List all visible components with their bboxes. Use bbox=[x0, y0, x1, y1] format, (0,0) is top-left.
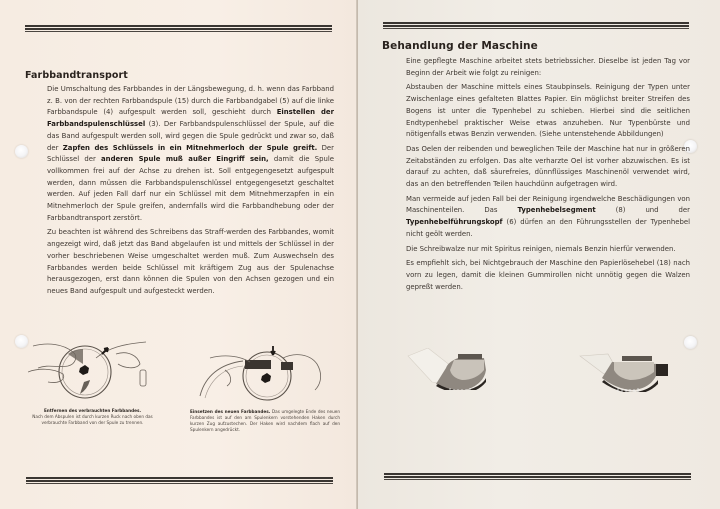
text-run: Man vermeide auf jeden Fall bei der Reinigung irgendwelche Beschädigungen von Maschinenteilen. Das bbox=[406, 194, 690, 215]
text-run: Der Schlüssel der bbox=[47, 143, 334, 164]
caption-insert-ribbon bbox=[190, 409, 340, 433]
bold-text-run: Typenhebelführungskopf bbox=[406, 218, 503, 227]
right-body-text bbox=[406, 56, 690, 296]
paragraph: Es empfiehlt sich, bei Nichtgebrauch der Maschine den Papierlösehebel (18) nach vorn zu legen, damit die kleinen Gummirollen nicht unnötig gegen die Walzen gepreßt werden. bbox=[406, 259, 690, 291]
text-run: (8) und der bbox=[595, 206, 690, 215]
bold-text-run: Zapfen des Schlüssels in ein Mitnehmerloch der Spule greift. bbox=[62, 143, 318, 152]
photo-cleaning-typebars-brush bbox=[578, 352, 673, 392]
caption-title: Einsetzen des neuen Farbbandes. bbox=[190, 409, 271, 414]
paragraph: Zu beachten ist während des Schreibens das Straff-werden des Farbbandes, womit angezeigt wird, daß jetzt das Band abgelaufen ist und mittels der Schlüssel in der vorher beschriebenen Weise umgeschaltet werden muß. Zum Auswechseln des Farbbandes werden beide Schlüssel mit kräftigem Zug aus der Spulenachse herausgezogen, erst dann können die Spulen von den Achsen gezogen und ein neues Band aufgespult und aufgesteckt werden. bbox=[47, 228, 334, 295]
text-run: (3). Der Farbbandspulenschlüssel der Spule, auf die das Band aufgespult werden soll, wird gegen die Spule gedrückt und zwar so, daß der bbox=[47, 120, 334, 152]
bold-text-run: Typenhebelsegment bbox=[517, 206, 596, 215]
illustration-insert-ribbon bbox=[195, 346, 330, 406]
section-heading-behandlung: Behandlung der Maschine bbox=[382, 40, 538, 52]
paragraph bbox=[47, 84, 334, 224]
punch-hole bbox=[15, 145, 28, 158]
paragraph: Das Oelen der reibenden und beweglichen Teile der Maschine hat nur in größeren Zeitabständen zu erfolgen. Das alte verharzte Oel ist vorher abzuwischen. Es ist darauf zu achten, daß säurefreies, dünnflüssiges Maschinenöl verwendet wird, das an den betreffenden Teilen hauchdünn aufgetragen wird. bbox=[406, 144, 690, 189]
left-body-text bbox=[47, 84, 334, 301]
punch-hole bbox=[684, 336, 697, 349]
right-page bbox=[358, 0, 720, 509]
text-run: damit die Spule vollkommen frei auf der Achse zu drehen ist. Soll entgegengesetzt aufgespult werden, dann müssen die Farbbandspulenschlüssel entgegengesetzt geschaltet werden. Auf jeden Fall darf nur ein Schlüssel mit dem Mitnehmerzapfen in ein Mitnehmerloch der Spule greifen, andernfalls wird die Farbbandhebung oder der Farbbandtransport zerstört. bbox=[47, 155, 334, 222]
illustration-remove-ribbon bbox=[28, 338, 158, 404]
section-heading-farbbandtransport: Farbbandtransport bbox=[25, 70, 128, 81]
caption-remove-ribbon bbox=[25, 408, 160, 426]
paragraph: Die Schreibwalze nur mit Spiritus reinigen, niemals Benzin hierfür verwenden. bbox=[406, 244, 676, 253]
paragraph bbox=[406, 194, 690, 241]
top-rule-divider bbox=[383, 22, 689, 29]
paragraph: Eine gepflegte Maschine arbeitet stets betriebssicher. Dieselbe ist jeden Tag vor Beginn der Arbeit wie folgt zu reinigen: bbox=[406, 57, 690, 77]
left-page bbox=[0, 0, 357, 509]
bold-text-run: anderen Spule muß außer Eingriff sein, bbox=[101, 155, 269, 164]
text-run: (6) dürfen an den Führungsstellen der Typenhebel nicht geölt werden. bbox=[406, 218, 690, 238]
caption-text: Nach dem Abspulen ist durch kurzen Ruck nach oben das verbrauchte Farbband von der Spule zu trennen. bbox=[32, 414, 153, 425]
text-run: Die Umschaltung des Farbbandes in der Längsbewegung, d. h. wenn das Farbband z. B. von der rechten Farbbandspule (15) durch die Farbbandgabel (5) auf die linke Farbbandspule (4) aufgespult werden soll, geschieht durch bbox=[47, 85, 334, 117]
bold-text-run: Einstellen der Farbbandspulenschlüssel bbox=[47, 108, 334, 129]
bottom-rule-divider bbox=[26, 477, 333, 484]
paragraph: Abstauben der Maschine mittels eines Staubpinsels. Reinigung der Typen unter Zwischenlage eines gefalteten Blattes Papier. Ein möglichst breiter Streifen des Bogens ist unter die Typenhebel zu schieben. Hierbei sind die seitlichen Endtypenhebel praktischer Weise etwas anzuheben. Nur Typenbürste und nötigenfalls etwas Benzin verwenden. (Siehe untenstehende Abbildungen) bbox=[406, 83, 690, 139]
punch-hole bbox=[15, 335, 28, 348]
bottom-rule-divider bbox=[384, 473, 691, 480]
caption-title: Entfernen des verbrauchten Farbbandes. bbox=[43, 408, 142, 413]
caption-text: Das umgelegte Ende des neuen Farbbandes ist auf den am Spulenkern vorstehenden Haken durch kurzen Zug aufzustechen. Der Haken wird nachdem flach auf den Spulenkern angedrückt. bbox=[190, 409, 340, 432]
photo-cleaning-typebars-paper bbox=[406, 348, 491, 390]
top-rule-divider bbox=[25, 25, 332, 32]
